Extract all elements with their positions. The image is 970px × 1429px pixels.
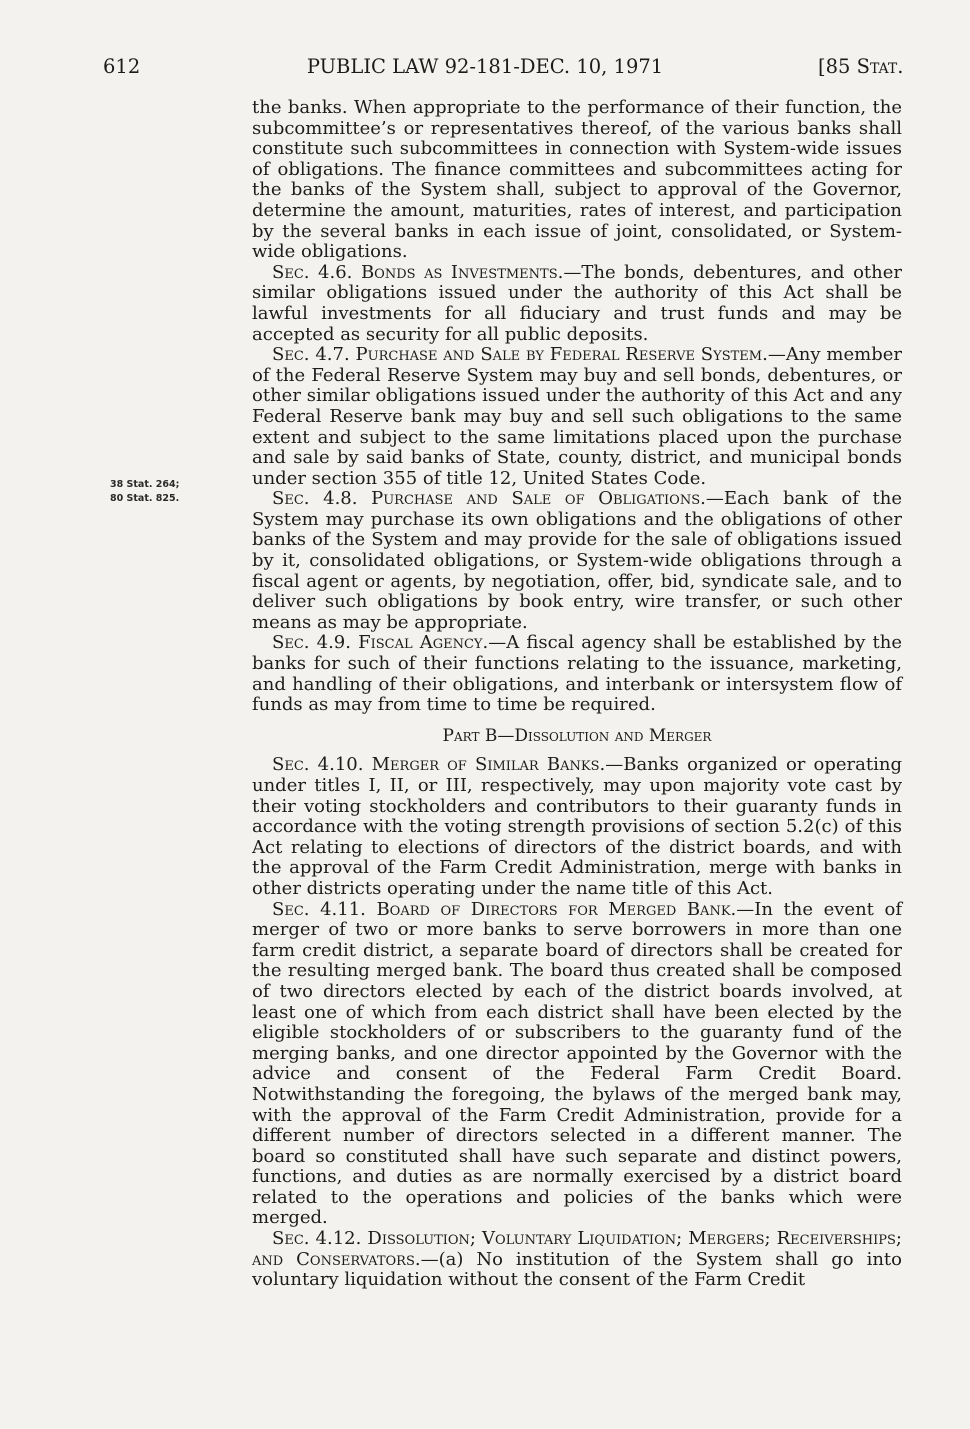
statute-reference: [85 Stat. bbox=[818, 55, 904, 78]
margin-citation-line: 38 Stat. 264; bbox=[110, 479, 180, 490]
section-4-11 bbox=[252, 900, 902, 1230]
running-title: PUBLIC LAW 92-181-DEC. 10, 1971 bbox=[306, 55, 664, 78]
section-4-12 bbox=[252, 1229, 902, 1291]
section-4-6 bbox=[252, 263, 902, 345]
margin-citation bbox=[110, 478, 179, 506]
page-header bbox=[0, 55, 970, 85]
section-text: —A fiscal agency shall be established by the banks for such of their functions relating to the issuance, marketing, and handling of their obligations, and interbank or intersystem flow of funds as may from time to time be required. bbox=[252, 632, 902, 716]
section-text: —In the event of merger of two or more banks to serve borrowers in more than one farm credit district, a separate board of directors shall be created for the resulting merged bank. The board thus created shall be composed of two directors elected by each of the district boards involved, at least one of which from each district shall have been elected by the eligible stockholders of or subscribers to the guaranty fund of the merging banks, and one director appointed by the Governor with the advice and consent of the Federal Farm Credit Board. Notwithstanding the foregoing, the bylaws of the merged bank may, with the approval of the Farm Credit Administration, provide for a different number of directors selected in a different manner. The board so constituted shall have such separate and distinct powers, functions, and duties as are normally exercised by a district board related to the operations and policies of the banks which were merged. bbox=[252, 898, 902, 1229]
section-text: —(a) No institution of the System shall go into voluntary liquidation without the consent of the Farm Credit bbox=[252, 1248, 902, 1291]
section-heading: Sec. 4.10. Merger of Similar Banks. bbox=[272, 754, 606, 776]
section-heading: Sec. 4.7. Purchase and Sale by Federal Reserve System. bbox=[272, 344, 768, 366]
section-text: —Any member of the Federal Reserve System may buy and sell bonds, debentures, or other similar obligations issued under the authority of this Act and any Federal Reserve bank may buy and sell such obligations to the same extent and subject to the same limitations placed upon the purchase and sale by said banks of State, county, district, and municipal bonds under section 355 of title 12, United States Code. bbox=[252, 344, 902, 489]
margin-citation-line: 80 Stat. 825. bbox=[110, 493, 180, 504]
section-heading: Sec. 4.8. Purchase and Sale of Obligations. bbox=[272, 488, 706, 510]
section-heading: Sec. 4.6. Bonds as Investments. bbox=[272, 261, 564, 283]
section-text: —The bonds, debentures, and other similar obligations issued under the authority of this Act shall be lawful investments for all fiduciary and trust funds and may be accepted as security for all public deposits. bbox=[252, 261, 902, 345]
part-heading: Part B—Dissolution and Merger bbox=[442, 725, 712, 746]
section-heading: Sec. 4.12. Dissolution; Voluntary Liquidation; Mergers; Receiverships; and Conservators. bbox=[252, 1228, 902, 1270]
section-4-9 bbox=[252, 633, 902, 715]
section-4-8 bbox=[252, 489, 902, 633]
section-heading: Sec. 4.11. Board of Directors for Merged Bank. bbox=[272, 898, 737, 920]
page-number: 612 bbox=[103, 55, 141, 78]
paragraph-continuation: the banks. When appropriate to the performance of their function, the subcommittee’s or representatives thereof, of the various banks shall constitute such subcommittees in connection with System-wide issues of obligations. The finance committees and subcommittees acting for the banks of the System shall, subject to approval of the Governor, determine the amount, maturities, rates of interest, and participation by the several banks in each issue of joint, consolidated, or System-wide obligations. bbox=[252, 97, 902, 263]
body-text bbox=[252, 98, 902, 1291]
section-heading: Sec. 4.9. Fiscal Agency. bbox=[272, 632, 489, 654]
section-text: —Banks organized or operating under titles I, II, or III, respectively, may upon majority vote cast by their voting stockholders and contributors to their guaranty funds in accordance with the voting strength provisions of section 5.2(c) of this Act relating to elections of directors of the district boards, and with the approval of the Farm Credit Administration, merge with banks in other districts operating under the name title of this Act. bbox=[252, 754, 903, 899]
section-4-7 bbox=[252, 345, 902, 489]
section-4-10 bbox=[252, 755, 902, 899]
section-text: —Each bank of the System may purchase its own obligations and the obligations of other banks of the System and may provide for the sale of obligations issued by it, consolidated obligations, or System-wide obligations through a fiscal agent or agents, by negotiation, offer, bid, syndicate sale, and to deliver such obligations by book entry, wire transfer, or such other means as may be appropriate. bbox=[252, 488, 902, 633]
